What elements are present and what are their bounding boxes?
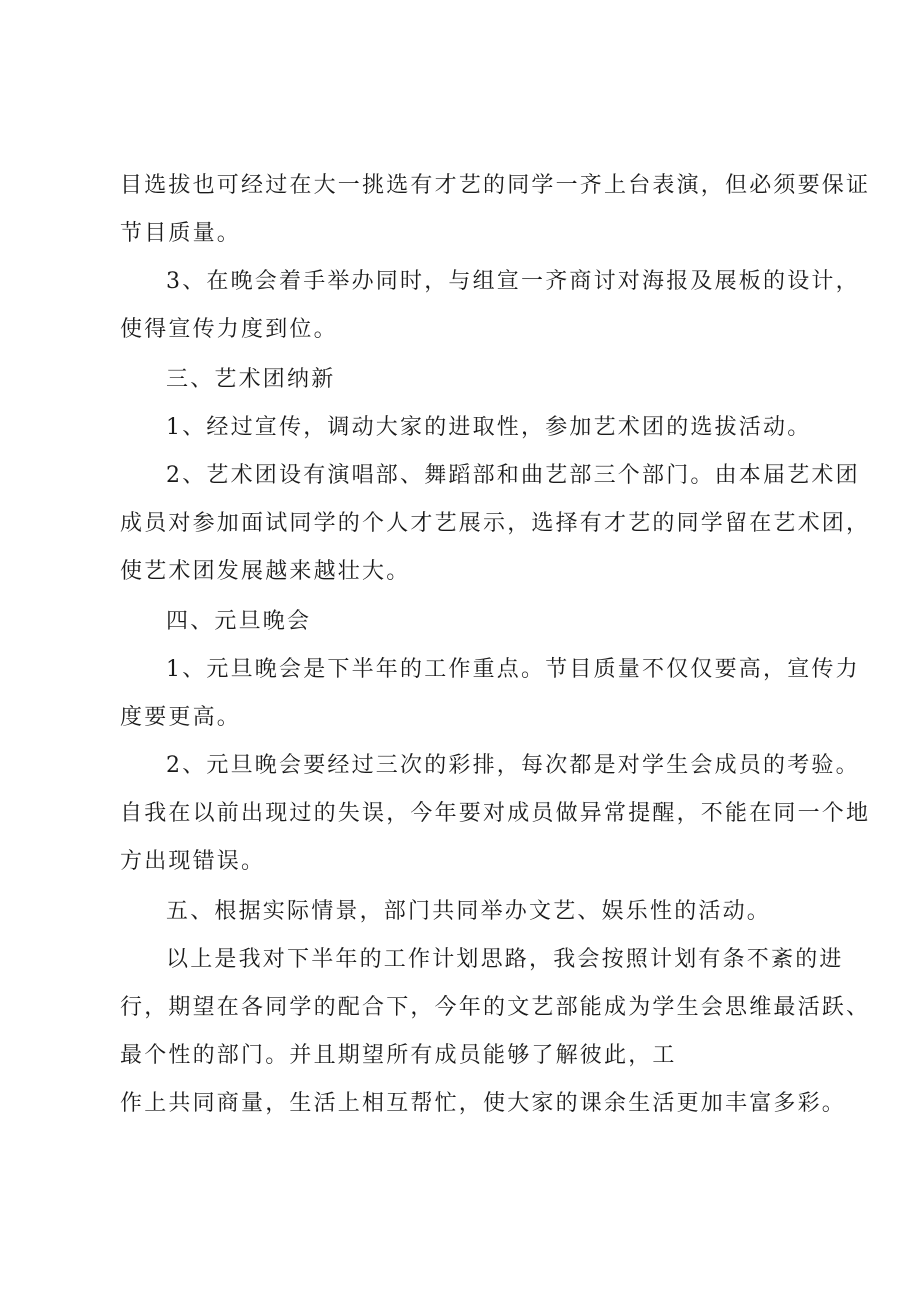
text-line: 使得宣传力度到位。 (120, 317, 338, 342)
text-line: 1、经过宣传，调动大家的进取性，参加艺术团的选拔活动。 (166, 415, 812, 440)
section-heading: 三、艺术团纳新 (166, 367, 336, 392)
text-line: 作上共同商量，生活上相互帮忙，使大家的课余生活更加丰富多彩。 (120, 1091, 847, 1116)
text-line: 3、在晚会着手举办同时，与组宣一齐商讨对海报及展板的设计， (166, 269, 860, 294)
text-line: 节目质量。 (120, 221, 242, 246)
section-heading: 五、根据实际情景，部门共同举办文艺、娱乐性的活动。 (166, 899, 772, 924)
text-line: 行，期望在各同学的配合下，今年的文艺部能成为学生会思维最活跃、 (120, 995, 871, 1020)
text-line: 自我在以前出现过的失误，今年要对成员做异常提醒，不能在同一个地 (120, 801, 871, 826)
text-line: 目选拔也可经过在大一挑选有才艺的同学一齐上台表演，但必须要保证 (120, 173, 871, 198)
text-line: 成员对参加面试同学的个人才艺展示，选择有才艺的同学留在艺术团， (120, 511, 871, 536)
text-line: 方出现错误。 (120, 849, 266, 874)
text-line: 度要更高。 (120, 705, 242, 730)
text-line: 2、元旦晚会要经过三次的彩排，每次都是对学生会成员的考验。 (166, 753, 860, 778)
text-line: 2、艺术团设有演唱部、舞蹈部和曲艺部三个部门。由本届艺术团 (166, 463, 860, 488)
text-line: 最个性的部门。并且期望所有成员能够了解彼此，工 (120, 1043, 677, 1068)
section-heading: 四、元旦晚会 (166, 609, 312, 634)
text-line: 以上是我对下半年的工作计划思路，我会按照计划有条不紊的进 (166, 947, 844, 972)
text-line: 1、元旦晚会是下半年的工作重点。节目质量不仅仅要高，宣传力 (166, 657, 860, 682)
text-line: 使艺术团发展越来越壮大。 (120, 559, 411, 584)
